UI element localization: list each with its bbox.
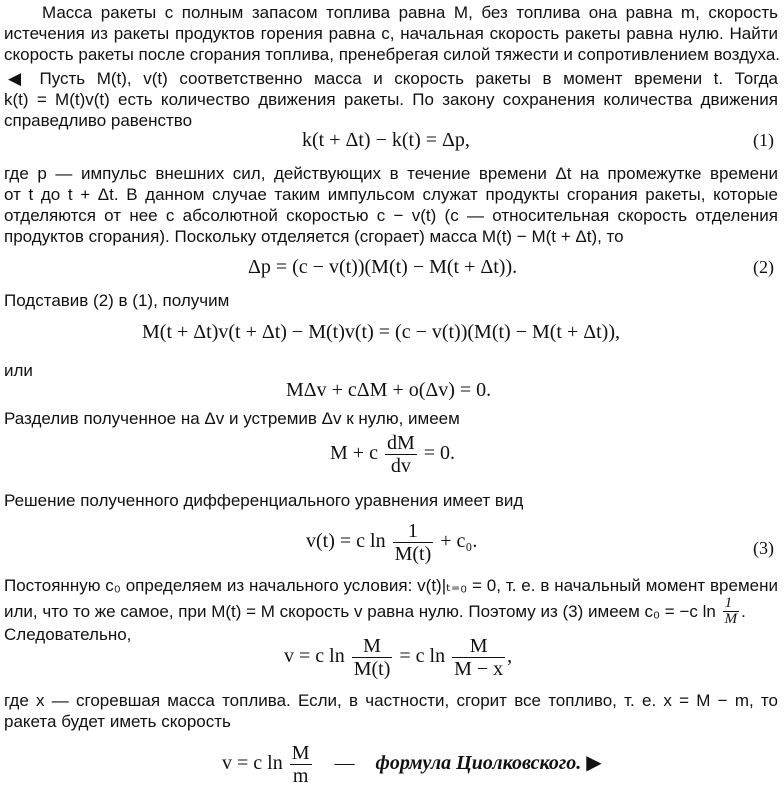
equation-6-denominator: M(t) xyxy=(394,543,432,565)
equation-7-left: v = c ln xyxy=(284,645,345,668)
equation-6-right: + c₀. xyxy=(440,530,478,553)
equation-7-denominator-2: M − x xyxy=(454,658,504,680)
equation-5-denominator: dv xyxy=(385,454,417,477)
solution-line-2: k(t) = M(t)v(t) есть количество движения ракеты. По закону сохранения количества движения xyxy=(4,90,778,109)
p8-line-1: где x — сгоревшая масса топлива. Если, в частности, сгорит все топливо, т. е. x = M − m, то xyxy=(4,691,778,710)
equation-7 xyxy=(284,635,512,680)
p7-line-2-end: . xyxy=(741,602,746,621)
equation-5-right: = 0. xyxy=(423,442,456,465)
paragraph-substitute: Подставив (2) в (1), получим xyxy=(4,291,230,310)
p2-line-1: где p — импульс внешних сил, действующих в течение времени Δt на промежутке времени xyxy=(4,164,778,183)
solution-intro xyxy=(4,68,778,131)
equation-8-numerator: M xyxy=(291,742,310,764)
equation-8 xyxy=(222,742,602,787)
p7-fraction-numerator: 1 xyxy=(724,595,733,611)
problem-statement xyxy=(4,2,778,65)
p7-fraction-denominator: M xyxy=(724,611,738,627)
equation-6-left: v(t) = c ln xyxy=(306,530,386,553)
paragraph-impulse xyxy=(4,163,778,247)
equation-7-fraction-1 xyxy=(352,635,393,680)
p8-line-2: ракета будет иметь скорость xyxy=(4,712,231,731)
equation-7-middle: = c ln xyxy=(399,645,446,668)
solution-line-3: справедливо равенство xyxy=(4,111,193,130)
equation-7-fraction-2 xyxy=(452,635,505,680)
equation-6-numerator: 1 xyxy=(407,520,418,542)
paragraph-burnt-mass xyxy=(4,690,778,732)
equation-3: M(t + Δt)v(t + Δt) − M(t)v(t) = (c − v(t))(M(t) − M(t + Δt)), xyxy=(142,321,620,343)
equation-7-denominator-1: M(t) xyxy=(353,658,391,680)
equation-8-denominator: m xyxy=(290,764,312,787)
equation-5 xyxy=(330,432,455,477)
equation-6-number: (3) xyxy=(753,538,774,558)
equation-7-end: , xyxy=(507,645,513,668)
p2-line-4: продуктов сгорания). Поскольку отделяется (сгорает) масса M(t) − M(t + Δt), то xyxy=(4,227,624,246)
word-or: или xyxy=(4,361,33,380)
equation-8-left: v = c ln xyxy=(222,752,283,775)
p7-line-1: Постоянную c₀ определяем из начального условия: v(t)|ₜ₌₀ = 0, т. е. в начальный момент времени xyxy=(4,576,778,595)
end-of-solution-icon: ▶ xyxy=(586,752,602,775)
p7-line-3: Следовательно, xyxy=(4,625,132,644)
paragraph-solution-form: Решение полученного дифференциального уравнения имеет вид xyxy=(4,491,524,510)
p7-line-2-text: или, что то же самое, при M(t) = M скорость v равна нулю. Поэтому из (3) имеем c₀ = −c ln xyxy=(4,602,716,621)
p7-line-2 xyxy=(4,595,778,627)
equation-5-fraction xyxy=(385,432,417,477)
equation-7-numerator-1: M xyxy=(363,635,381,657)
equation-6 xyxy=(306,520,477,565)
problem-line-3: скорость ракеты после сгорания топлива, пренебрегая силой тяжести и сопротивлением воздуха. xyxy=(4,45,780,64)
equation-5-left: M + c xyxy=(330,442,378,465)
p7-fraction xyxy=(723,596,740,627)
equation-8-fraction xyxy=(290,742,312,787)
problem-line-1: Масса ракеты с полным запасом топлива равна M, без топлива она равна m, скорость xyxy=(42,3,778,22)
paragraph-divide: Разделив полученное на Δv и устремив Δv к нулю, имеем xyxy=(4,409,460,428)
tsiolkovsky-formula-label: формула Циолковского. xyxy=(375,752,582,775)
equation-2-number: (2) xyxy=(753,257,774,277)
equation-7-numerator-2: M xyxy=(469,635,488,657)
p2-line-3: отделяются от нее с абсолютной скоростью c − v(t) (c — относительная скорость отделения xyxy=(4,206,778,225)
p2-line-2: от t до t + Δt. В данном случае таким импульсом служат продукты сгорания ракеты, которые xyxy=(4,185,778,204)
equation-4: MΔv + cΔM + o(Δv) = 0. xyxy=(286,379,492,401)
equation-1-number: (1) xyxy=(753,130,774,150)
equation-1: k(t + Δt) − k(t) = Δp, xyxy=(302,129,470,151)
solution-line-1: ◀ Пусть M(t), v(t) соответственно масса и скорость ракеты в момент времени t. Тогда xyxy=(8,69,778,88)
equation-8-dash: — xyxy=(334,752,355,775)
problem-line-2: истечения из ракеты продуктов горения равна c, начальная скорость ракеты равна нулю. Найти xyxy=(4,24,778,43)
equation-2: Δp = (c − v(t))(M(t) − M(t + Δt)). xyxy=(248,256,518,278)
equation-5-numerator: dM xyxy=(386,432,415,454)
equation-6-fraction xyxy=(393,520,434,565)
